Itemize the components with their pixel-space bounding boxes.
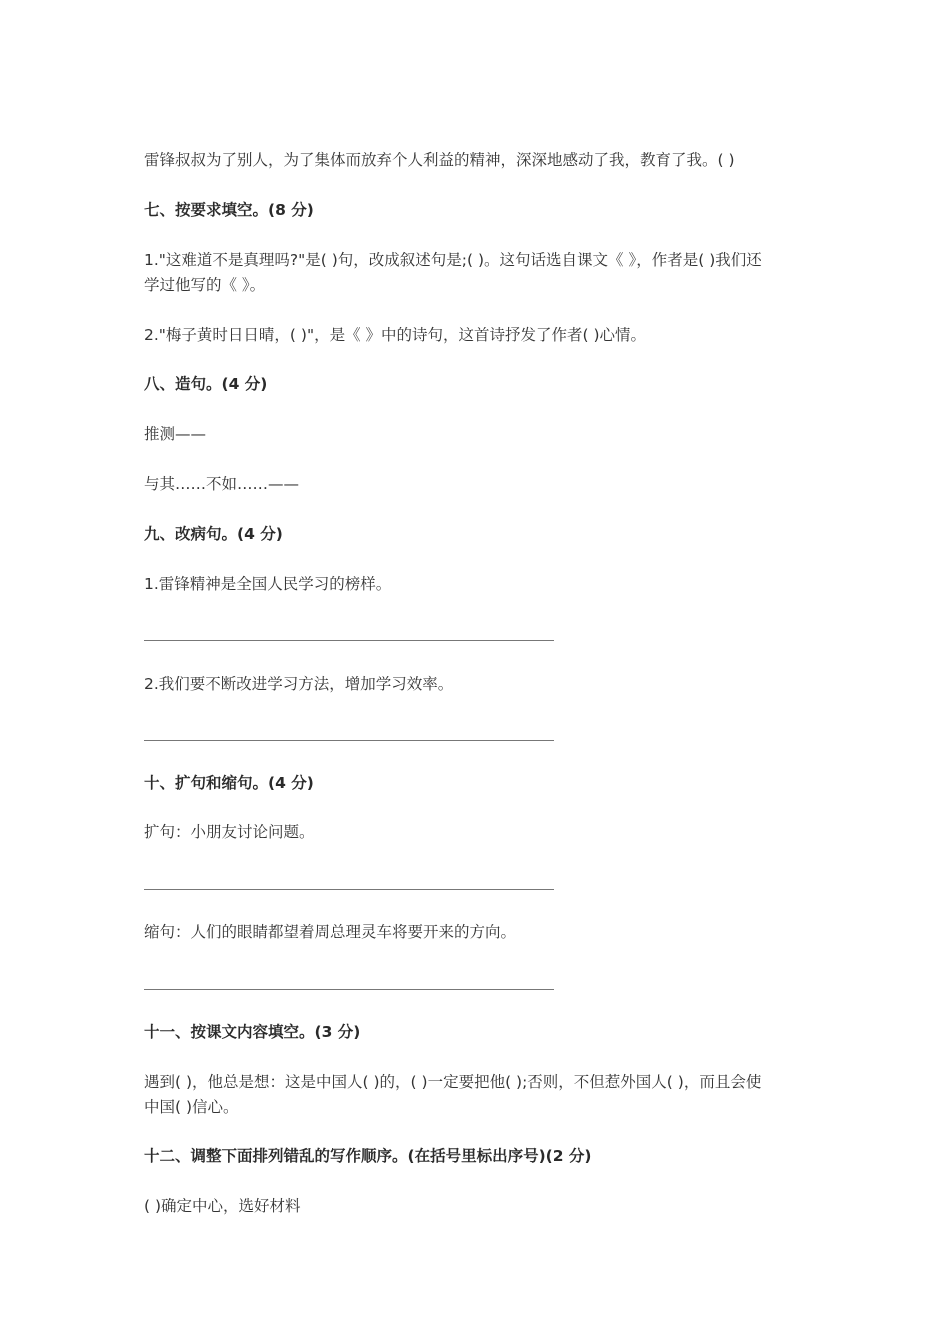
section-heading-9: 九、改病句。(4 分) xyxy=(144,525,283,543)
section-heading-11: 十一、按课文内容填空。(3 分) xyxy=(144,1023,361,1041)
question-7-1-line-2: 学过他写的《 》。 xyxy=(144,276,266,294)
section-heading-7: 七、按要求填空。(8 分) xyxy=(144,201,314,219)
question-9-1: 1.雷锋精神是全国人民学习的榜样。 xyxy=(144,575,392,593)
question-11-line-1: 遇到( )，他总是想：这是中国人( )的，( )一定要把他( );否则，不但惹外国人( )，而且会使 xyxy=(144,1073,762,1091)
answer-line xyxy=(144,640,554,641)
section-heading-12: 十二、调整下面排列错乱的写作顺序。(在括号里标出序号)(2 分) xyxy=(144,1147,592,1165)
question-10-1: 扩句：小朋友讨论问题。 xyxy=(144,823,315,841)
question-7-1-line-1: 1."这难道不是真理吗?"是( )句，改成叙述句是;( )。这句话选自课文《 》，作者是( )我们还 xyxy=(144,251,762,269)
question-9-2: 2.我们要不断改进学习方法，增加学习效率。 xyxy=(144,675,454,693)
section-heading-10: 十、扩句和缩句。(4 分) xyxy=(144,774,314,792)
question-7-2: 2."梅子黄时日日晴，( )"，是《 》中的诗句，这首诗抒发了作者( )心情。 xyxy=(144,326,647,344)
question-12-1: ( )确定中心，选好材料 xyxy=(144,1197,301,1215)
sentence-text: 雷锋叔叔为了别人，为了集体而放弃个人利益的精神，深深地感动了我，教育了我。( ) xyxy=(144,151,735,169)
section-heading-8: 八、造句。(4 分) xyxy=(144,375,268,393)
answer-line xyxy=(144,889,554,890)
question-8-2: 与其……不如……—— xyxy=(144,475,300,493)
answer-line xyxy=(144,740,554,741)
answer-line xyxy=(144,989,554,990)
question-11-line-2: 中国( )信心。 xyxy=(144,1098,239,1116)
question-10-2: 缩句：人们的眼睛都望着周总理灵车将要开来的方向。 xyxy=(144,923,517,941)
question-8-1: 推测—— xyxy=(144,425,207,443)
